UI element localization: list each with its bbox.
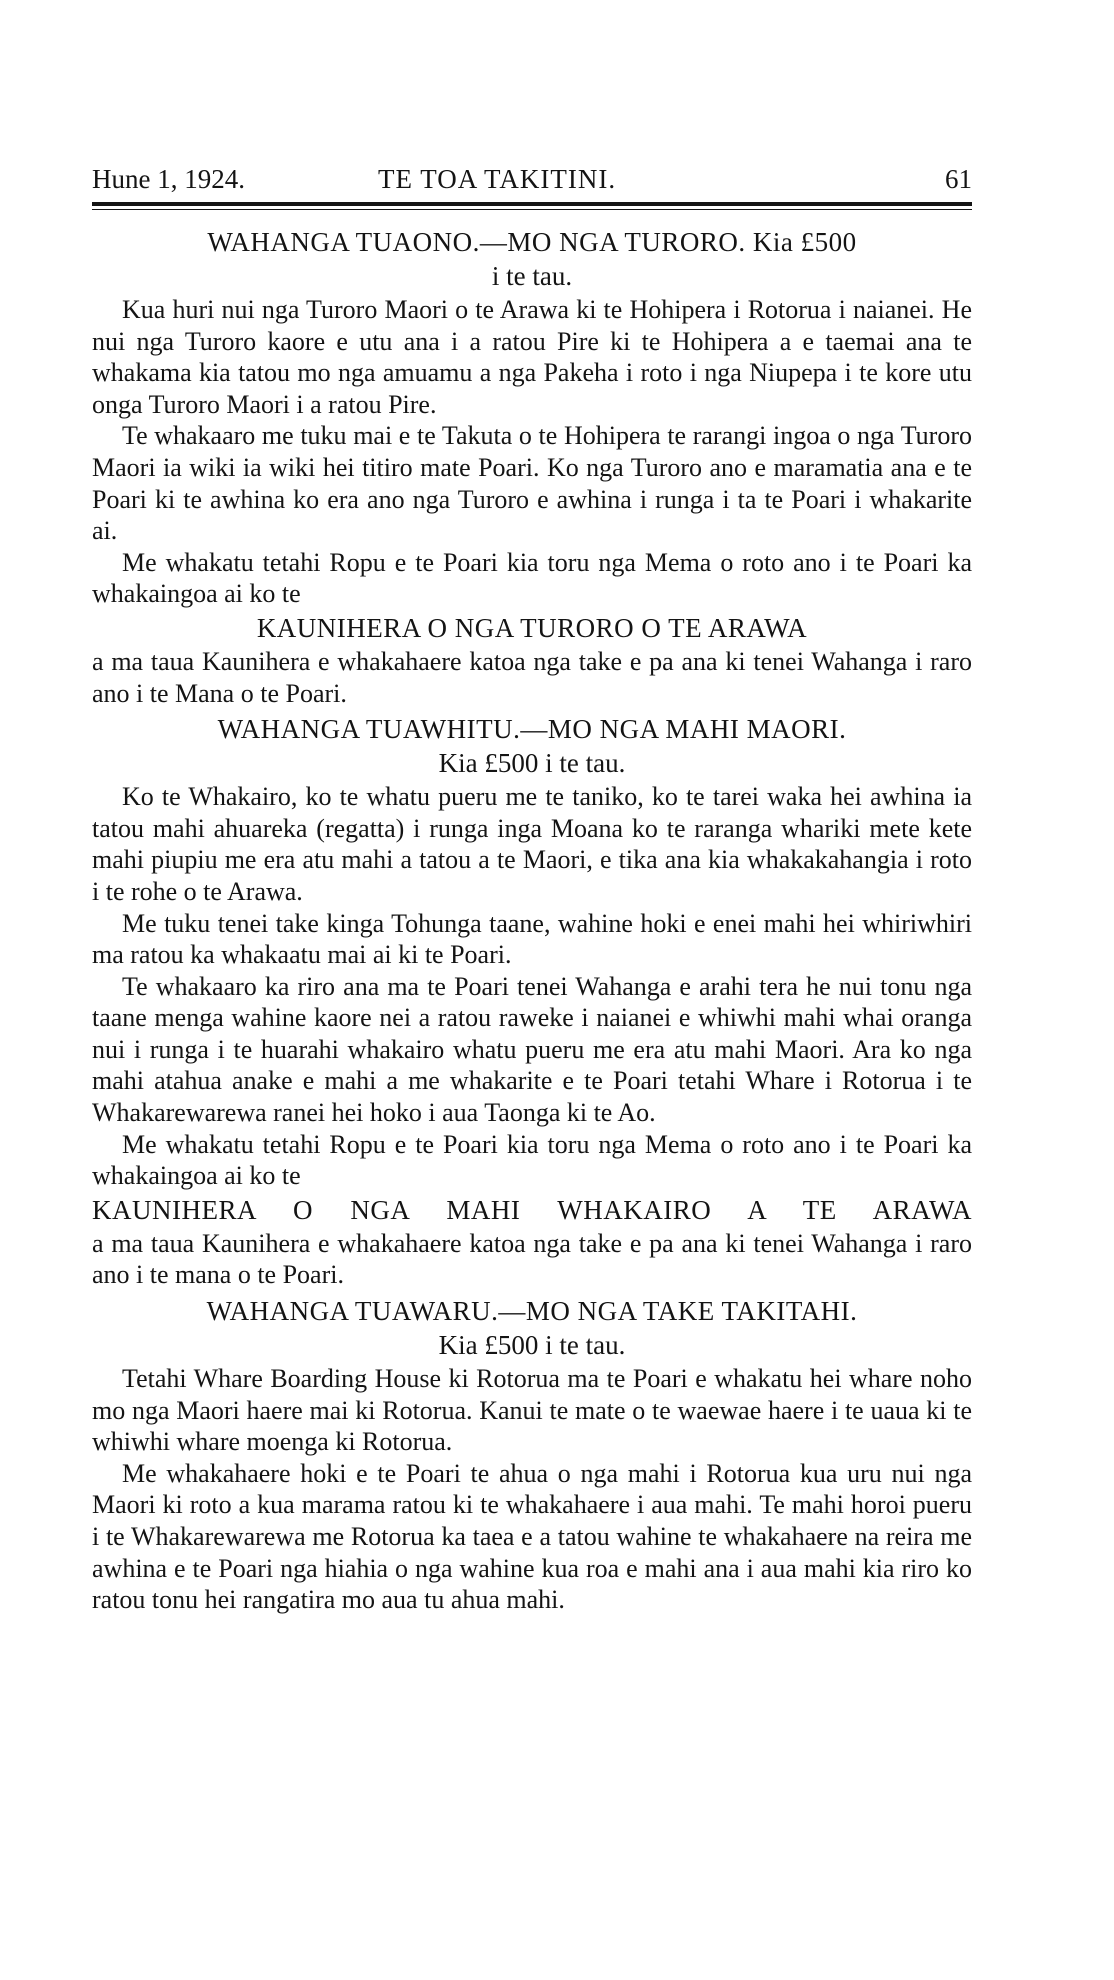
section-8-subtitle: Kia £500 i te tau.	[438, 1330, 626, 1361]
header-rule-thick	[92, 202, 972, 206]
section-7-paragraph-3: Te whakaaro ka riro ana ma te Poari tenei Wahanga e arahi tera he nui tonu nga taane menga wahine kaore nei a ratou raweke i naianei e whiwhi mahi whai oranga nui i runga i te huarahi whakairo whatu pueru me era atu mahi Maori. Ara ko nga mahi atahua anake e mahi a me whakarite e te Poari tetahi Whare i Rotorua i te Whakarewarewa ranei hei hoko i aua Taonga ki te Ao.	[92, 971, 972, 1128]
section-7-council-title: KAUNIHERA O NGA MAHI WHAKAIRO A TE ARAWA	[92, 1194, 972, 1225]
section-7-subtitle: Kia £500 i te tau.	[438, 748, 626, 779]
section-7-paragraph-2: Me tuku tenei take kinga Tohunga taane, wahine hoki e enei mahi hei whiriwhiri ma ratou ka whakaatu mai ai ki te Poari.	[92, 908, 972, 970]
section-6-paragraph-2: Te whakaaro me tuku mai e te Takuta o te Hohipera te rarangi ingoa o nga Turoro Maori ia wiki ia wiki hei titiro mate Poari. Ko nga Turoro ano e maramatia ana e te Poari ki te awhina ko era ano nga Turoro e awhina i runga i ta te Poari i whakarite ai.	[92, 421, 972, 546]
section-6-council-title: KAUNIHERA O NGA TURORO O TE ARAWA	[256, 612, 808, 643]
header-date: Hune 1, 1924.	[92, 164, 245, 194]
section-6-subtitle: i te tau.	[491, 261, 573, 291]
section-6-title: WAHANGA TUAONO.—MO NGA TURORO. Kia £500	[207, 227, 857, 257]
section-7-title: WAHANGA TUAWHITU.—MO NGA MAHI MAORI.	[217, 714, 847, 745]
section-8-title: WAHANGA TUAWARU.—MO NGA TAKE TAKITAHI.	[206, 1296, 858, 1327]
header-title: TE TOA TAKITINI.	[378, 164, 617, 194]
section-7-paragraph-4: Me whakatu tetahi Ropu e te Poari kia toru nga Mema o roto ano i te Poari ka whakaingoa ai ko te	[92, 1129, 972, 1191]
document-page	[92, 158, 972, 1616]
section-6-paragraph-4: a ma taua Kaunihera e whakahaere katoa nga take e pa ana ki tenei Wahanga i raro ano i te Mana o te Poari.	[92, 646, 972, 708]
section-6-paragraph-1: Kua huri nui nga Turoro Maori o te Arawa ki te Hohipera i Rotorua i naianei. He nui nga Turoro kaore e utu ana i a ratou Pire ki te Hohipera a e taemai ana te whakama kia tatou mo nga amuamu a nga Pakeha i roto i nga Niupepa i te kore utu onga Turoro Maori i a ratou Pire.	[92, 295, 972, 419]
section-7-paragraph-1: Ko te Whakairo, ko te whatu pueru me te taniko, ko te tarei waka hei awhina ia tatou mahi ahuareka (regatta) i runga inga Moana ko te raranga whariki mete kete mahi piupiu me era atu mahi a tatou a te Maori, e tika ana kia whakakahangia i roto i te rohe o te Arawa.	[92, 782, 972, 906]
section-8-paragraph-1: Tetahi Whare Boarding House ki Rotorua ma te Poari e whakatu hei whare noho mo nga Maori haere mai ki Rotorua. Kanui te mate o te waewae haere i te uaua ki te whiwhi whare moenga ki Rotorua.	[92, 1364, 972, 1457]
header-rule-thin	[92, 209, 972, 210]
section-7-paragraph-5: a ma taua Kaunihera e whakahaere katoa nga take e pa ana ki tenei Wahanga i raro ano i te mana o te Poari.	[92, 1228, 972, 1290]
section-6-paragraph-3: Me whakatu tetahi Ropu e te Poari kia toru nga Mema o roto ano i te Poari ka whakaingoa ai ko te	[92, 547, 972, 609]
running-header	[92, 158, 972, 198]
page-number: 61	[945, 164, 972, 194]
section-8-paragraph-2: Me whakahaere hoki e te Poari te ahua o nga mahi i Rotorua kua uru nui nga Maori ki roto a kua marama ratou ki te whakahaere i aua mahi. Te mahi horoi pueru i te Whakarewarewa me Rotorua ka taea e a tatou wahine te whakahaere na reira me awhina e te Poari nga hiahia o nga wahine kua roa e mahi ana i aua mahi kia riro ko ratou tonu hei rangatira mo aua tu ahua mahi.	[92, 1458, 972, 1615]
